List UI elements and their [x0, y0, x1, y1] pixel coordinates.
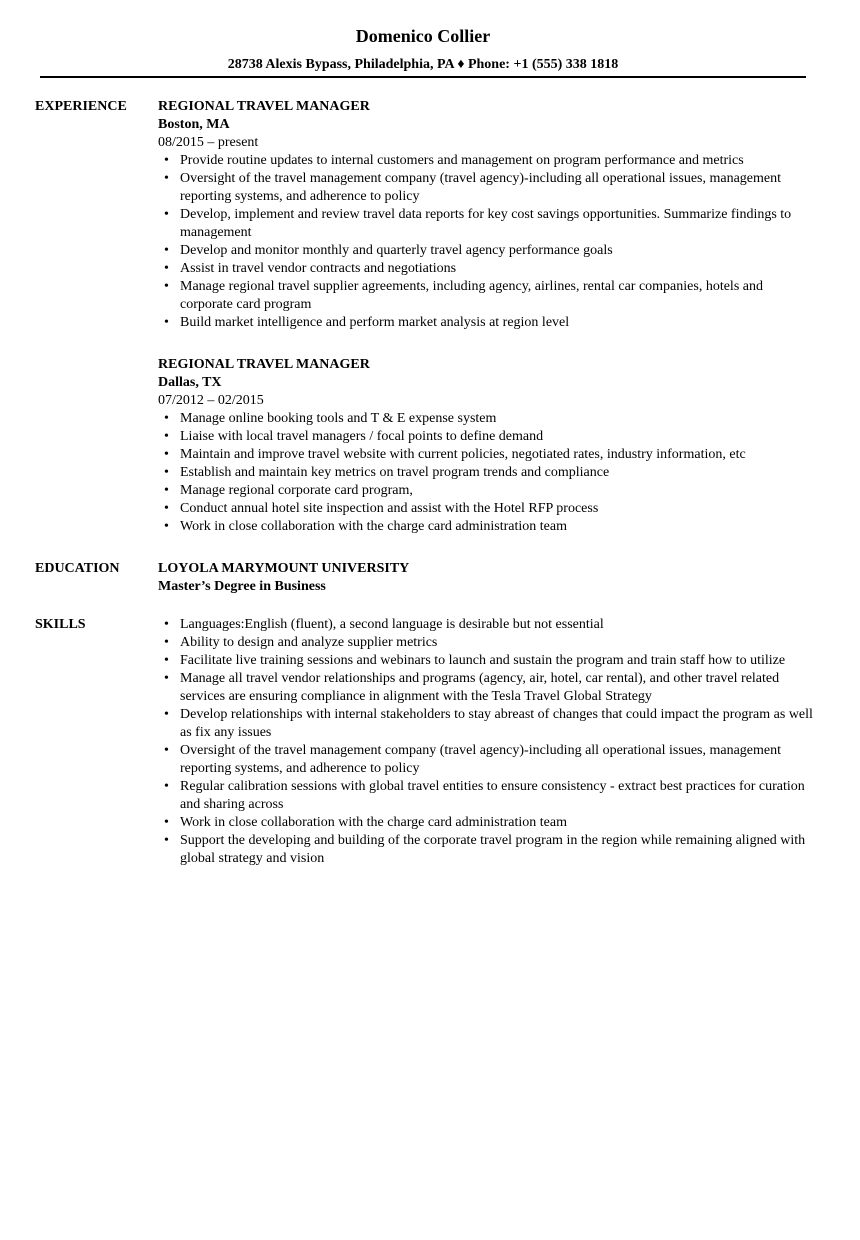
- list-item: [158, 260, 815, 278]
- skills-section: [35, 616, 815, 868]
- list-item: [158, 500, 815, 518]
- job-title: REGIONAL TRAVEL MANAGER: [158, 357, 370, 372]
- list-item: [158, 428, 815, 446]
- job-bullets: [158, 152, 815, 332]
- school-name: LOYOLA MARYMOUNT UNIVERSITY: [158, 561, 410, 576]
- list-item-text: Languages:English (fluent), a second language is desirable but not essential: [180, 617, 604, 632]
- list-item: [158, 464, 815, 482]
- bullet-icon: •: [164, 153, 169, 168]
- list-item: [158, 652, 815, 670]
- job-location: Dallas, TX: [158, 375, 222, 390]
- bullet-icon: •: [164, 243, 169, 258]
- list-item: [158, 778, 815, 814]
- resume-header: [40, 24, 806, 74]
- bullet-icon: •: [164, 261, 169, 276]
- list-item-text: Manage regional corporate card program,: [180, 483, 413, 498]
- list-item-text: Oversight of the travel management company (travel agency)-including all operational issues, management reporting systems, and adherence to policy: [180, 743, 782, 776]
- job-entry: [158, 356, 815, 536]
- bullet-icon: •: [164, 707, 169, 722]
- experience-body: [158, 98, 815, 536]
- list-item-text: Oversight of the travel management company (travel agency)-including all operational issues, management reporting systems, and adherence to policy: [180, 171, 782, 204]
- skills-list: [158, 616, 815, 868]
- list-item: [158, 446, 815, 464]
- job-location: Boston, MA: [158, 117, 230, 132]
- list-item-text: Establish and maintain key metrics on travel program trends and compliance: [180, 465, 610, 480]
- bullet-icon: •: [164, 483, 169, 498]
- list-item: [158, 206, 815, 242]
- header-divider: [40, 76, 806, 78]
- degree: Master’s Degree in Business: [158, 579, 326, 594]
- list-item-text: Liaise with local travel managers / focal points to define demand: [180, 429, 544, 444]
- list-item: [158, 814, 815, 832]
- contact-line: 28738 Alexis Bypass, Philadelphia, PA ♦ Phone: +1 (555) 338 1818: [227, 57, 619, 72]
- bullet-icon: •: [164, 743, 169, 758]
- list-item-text: Assist in travel vendor contracts and negotiations: [180, 261, 457, 276]
- list-item-text: Ability to design and analyze supplier metrics: [180, 635, 438, 650]
- list-item: [158, 832, 815, 868]
- list-item: [158, 170, 815, 206]
- list-item: [158, 314, 815, 332]
- list-item: [158, 670, 815, 706]
- candidate-name: Domenico Collier: [355, 26, 491, 46]
- list-item: [158, 242, 815, 260]
- list-item-text: Build market intelligence and perform market analysis at region level: [180, 315, 570, 330]
- bullet-icon: •: [164, 617, 169, 632]
- job-entry: [158, 98, 815, 332]
- list-item: [158, 634, 815, 652]
- bullet-icon: •: [164, 447, 169, 462]
- section-label-education: EDUCATION: [35, 561, 120, 576]
- bullet-icon: •: [164, 519, 169, 534]
- list-item-text: Regular calibration sessions with global travel entities to ensure consistency - extract best practices for curation and sharing across: [180, 779, 805, 812]
- bullet-icon: •: [164, 465, 169, 480]
- list-item: [158, 616, 815, 634]
- list-item: [158, 742, 815, 778]
- list-item: [158, 152, 815, 170]
- job-dates: 08/2015 – present: [158, 135, 259, 150]
- list-item-text: Manage online booking tools and T & E expense system: [180, 411, 497, 426]
- list-item-text: Work in close collaboration with the charge card administration team: [180, 815, 567, 830]
- bullet-icon: •: [164, 635, 169, 650]
- list-item-text: Develop and monitor monthly and quarterly travel agency performance goals: [180, 243, 613, 258]
- list-item-text: Develop relationships with internal stakeholders to stay abreast of changes that could impact the program as well as fix any issues: [180, 707, 813, 740]
- section-label-experience: EXPERIENCE: [35, 99, 127, 114]
- list-item-text: Facilitate live training sessions and webinars to launch and sustain the program and train staff how to utilize: [180, 653, 786, 668]
- bullet-icon: •: [164, 779, 169, 794]
- bullet-icon: •: [164, 279, 169, 294]
- bullet-icon: •: [164, 207, 169, 222]
- education-body: [158, 560, 815, 596]
- bullet-icon: •: [164, 429, 169, 444]
- job-dates: 07/2012 – 02/2015: [158, 393, 264, 408]
- list-item-text: Manage regional travel supplier agreements, including agency, airlines, rental car companies, hotels and corporate card program: [180, 279, 763, 312]
- list-item-text: Support the developing and building of the corporate travel program in the region while remaining aligned with global strategy and vision: [180, 833, 806, 866]
- bullet-icon: •: [164, 833, 169, 848]
- job-bullets: [158, 410, 815, 536]
- list-item: [158, 278, 815, 314]
- list-item-text: Manage all travel vendor relationships and programs (agency, air, hotel, car rental), and other travel related services are ensuring compliance in alignment with the Tesla Travel Global Strategy: [180, 671, 780, 704]
- experience-section: [35, 98, 815, 536]
- list-item-text: Maintain and improve travel website with current policies, negotiated rates, industry information, etc: [180, 447, 746, 462]
- bullet-icon: •: [164, 315, 169, 330]
- bullet-icon: •: [164, 411, 169, 426]
- job-title: REGIONAL TRAVEL MANAGER: [158, 99, 370, 114]
- education-section: [35, 560, 815, 596]
- bullet-icon: •: [164, 171, 169, 186]
- bullet-icon: •: [164, 653, 169, 668]
- list-item-text: Work in close collaboration with the charge card administration team: [180, 519, 567, 534]
- list-item-text: Develop, implement and review travel data reports for key cost savings opportunities. Summarize findings to management: [180, 207, 792, 240]
- section-label-skills: SKILLS: [35, 617, 86, 632]
- list-item-text: Provide routine updates to internal customers and management on program performance and metrics: [180, 153, 744, 168]
- bullet-icon: •: [164, 671, 169, 686]
- bullet-icon: •: [164, 501, 169, 516]
- list-item: [158, 482, 815, 500]
- list-item: [158, 706, 815, 742]
- list-item: [158, 518, 815, 536]
- bullet-icon: •: [164, 815, 169, 830]
- list-item: [158, 410, 815, 428]
- list-item-text: Conduct annual hotel site inspection and assist with the Hotel RFP process: [180, 501, 599, 516]
- skills-body: [158, 616, 815, 868]
